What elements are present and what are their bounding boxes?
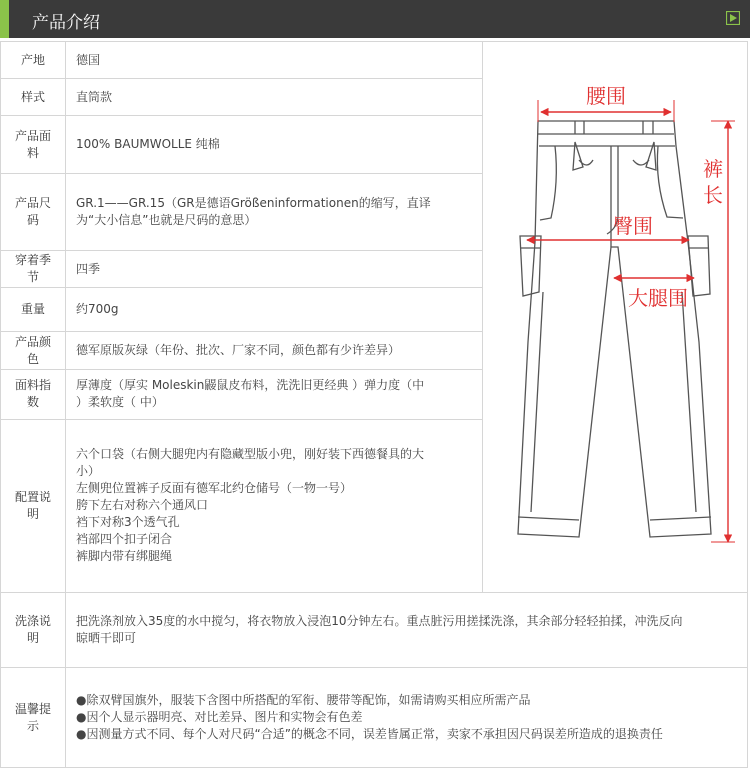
wash-line: 把洗涤剂放入35度的水中搅匀，将衣物放入浸泡10分钟左右。重点脏污用搓揉洗涤，其余部分轻轻拍揉，冲洗反向 [76,614,683,628]
wash-line: 晾晒干即可 [76,631,137,645]
length-label-1: 裤 [703,157,723,181]
row-value-origin: 德国 [66,42,483,79]
row-value-wash [66,593,748,668]
row-label-wash: 洗涤说明 [1,593,66,668]
row-label-weight: 重量 [1,288,66,332]
row-label-color: 产品颜色 [1,332,66,369]
config-line: 左侧兜位置裤子反面有德军北约仓储号（一物一号） [76,481,353,496]
row-label-fabric-index: 面料指数 [1,369,66,419]
tip-line: ●除双臂国旗外，服装下含图中所搭配的军衔、腰带等配饰，如需请购买相应所需产品 [76,693,531,707]
size-line: 为“大小信息”也就是尺码的意思） [76,213,257,228]
config-line: 裆下对称3个透气孔 [76,515,180,530]
row-label-tips: 温馨提示 [1,668,66,768]
row-value-weight: 约700g [66,288,483,332]
pants-outline [518,121,711,537]
row-label-season: 穿着季节 [1,251,66,288]
tip-line: ●因测量方式不同、每个人对尺码“合适”的概念不同，误差皆属正常，卖家不承担因尺码误差所造成的退换责任 [76,727,663,741]
config-line: 小） [76,464,101,479]
row-label-style: 样式 [1,79,66,116]
row-value-fabric-index [66,369,483,419]
product-info-table [0,41,748,768]
config-line: 六个口袋（右侧大腿兜内有隐藏型版小兜，刚好装下西德餐具的大 [76,447,425,462]
row-value-tips [66,668,748,768]
config-line: 裆部四个扣子闭合 [76,532,173,547]
fabric-index-line: ）柔软度（ 中） [76,395,164,410]
config-line: 胯下左右对称六个通风口 [76,498,209,513]
row-label-config: 配置说明 [1,419,66,592]
config-line: 裤脚内带有绑腿绳 [76,549,173,564]
row-value-size [66,174,483,251]
row-value-season: 四季 [66,251,483,288]
section-title: 产品介绍 [32,13,100,33]
row-value-fabric: 100% BAUMWOLLE 纯棉 [66,116,483,174]
section-header [0,0,750,38]
header-accent-bar [0,0,9,38]
row-value-style: 直筒款 [66,79,483,116]
fabric-index-line: 厚薄度（厚实 Moleskin鼹鼠皮布料，洗洗旧更经典 ）弹力度（中 [76,378,425,393]
row-label-size: 产品尺码 [1,174,66,251]
thigh-label: 大腿围 [628,286,688,310]
row-label-origin: 产地 [1,42,66,79]
play-arrow-icon [726,11,740,25]
pants-diagram-cell [483,42,748,593]
table-row [1,593,748,668]
row-value-color: 德军原版灰绿（年份、批次、厂家不同，颜色都有少许差异） [66,332,483,369]
table-row [1,668,748,768]
length-label-2: 长 [703,183,723,207]
table-row [1,42,748,79]
tip-line: ●因个人显示器明亮、对比差异、图片和实物会有色差 [76,710,363,724]
row-label-fabric: 产品面料 [1,116,66,174]
hip-label: 臀围 [613,214,653,238]
pants-measurement-diagram [483,42,747,592]
row-value-config [66,419,483,592]
waist-label: 腰围 [586,84,626,108]
size-line: GR.1——GR.15（GR是德语Größeninformationen的缩写，直译 [76,196,431,211]
